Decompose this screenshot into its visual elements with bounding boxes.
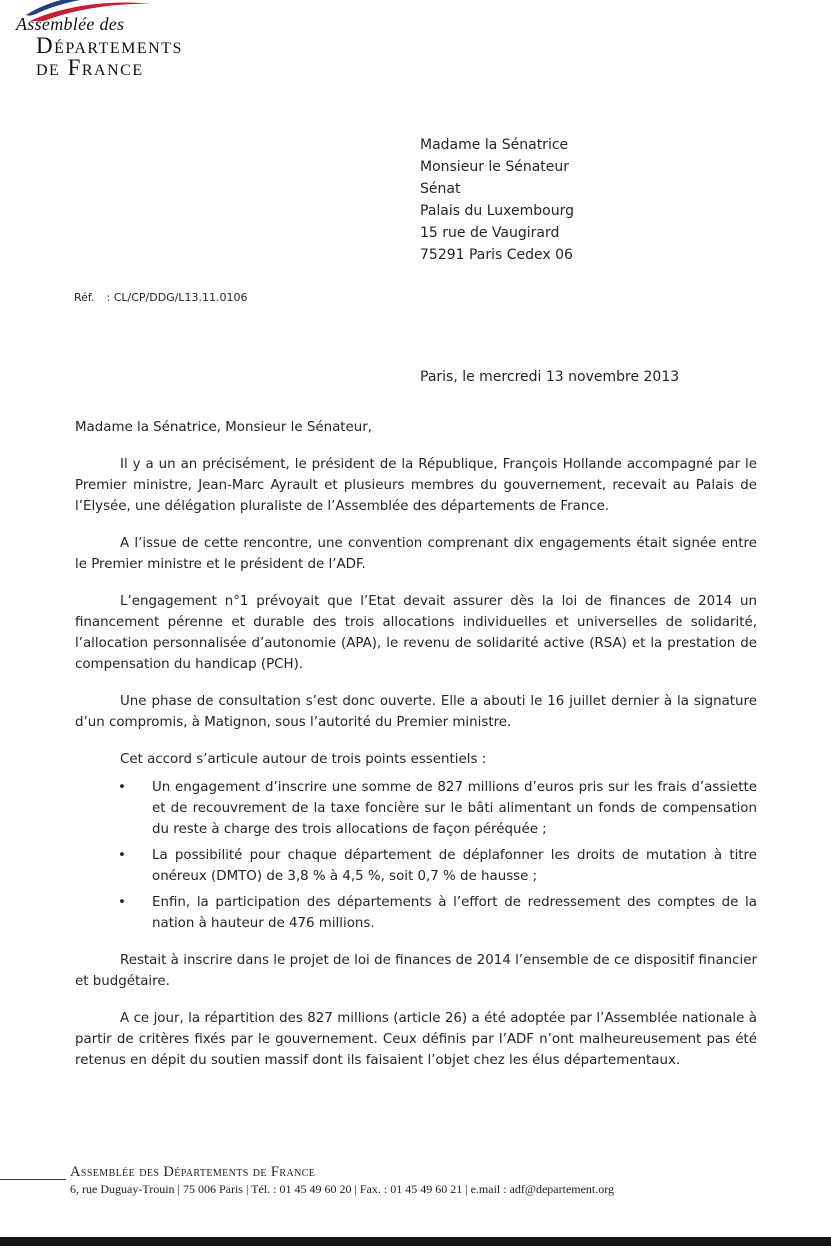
- footer-org-name: Assemblée des Départements de France: [70, 1164, 316, 1180]
- recipient-line-1: Madame la Sénatrice: [420, 137, 569, 153]
- recipient-block: [420, 134, 574, 266]
- logo-de-france: de France: [36, 55, 144, 80]
- letter-footer: [0, 1163, 831, 1197]
- recipient-line-4: Palais du Luxembourg: [420, 203, 574, 219]
- recipient-line-6: 75291 Paris Cedex 06: [420, 247, 573, 263]
- footer-address: 6, rue Duguay-Trouin | 75 006 Paris | Tél. : 01 45 49 60 20 | Fax. : 01 45 49 60 21 | e.mail : adf@departement.org: [70, 1182, 615, 1196]
- paragraph-6: Restait à inscrire dans le projet de loi de finances de 2014 l’ensemble de ce dispositif financier et budgétaire.: [75, 953, 757, 989]
- paragraph-5: Cet accord s’articule autour de trois points essentiels :: [120, 752, 487, 767]
- reference-line: [74, 291, 248, 304]
- bullet-item-3: • Enfin, la participation des départements à l’effort de redressement des comptes de la nation à hauteur de 476 millions.: [152, 892, 757, 934]
- footer-rule: [0, 1179, 66, 1180]
- paragraph-7: A ce jour, la répartition des 827 millions (article 26) a été adoptée par l’Assemblée nationale à partir de critères fixés par le gouvernement. Ceux définis par l’ADF n’ont malheureusement pas été retenus en dépit du soutien massif dont ils faisaient l’objet chez les élus départementaux.: [75, 1011, 757, 1068]
- salutation: Madame la Sénatrice, Monsieur le Sénateur,: [75, 420, 373, 435]
- paragraph-2: A l’issue de cette rencontre, une convention comprenant dix engagements était signée entre le Premier ministre et le président de l’ADF.: [75, 536, 757, 572]
- reference-label: Réf.: [74, 291, 95, 304]
- letter-body: [75, 417, 757, 1071]
- page-bottom-border: [0, 1237, 831, 1246]
- bullet-item-1: • Un engagement d’inscrire une somme de 827 millions d’euros pris sur les frais d’assiette et de recouvrement de la taxe foncière sur le bâti alimentant un fonds de compensation du reste à charge des trois allocations de façon péréquée ;: [152, 777, 757, 840]
- recipient-line-2: Monsieur le Sénateur: [420, 159, 570, 175]
- recipient-line-3: Sénat: [420, 181, 461, 197]
- paragraph-1: Il y a un an précisément, le président de la République, François Hollande accompagné par le Premier ministre, Jean-Marc Ayrault et plusieurs membres du gouvernement, recevait au Palais de l’Elysée, une délégation pluraliste de l’Assemblée des départements de France.: [75, 457, 757, 514]
- dateline: Paris, le mercredi 13 novembre 2013: [420, 369, 680, 385]
- paragraph-3: L’engagement n°1 prévoyait que l’Etat devait assurer dès la loi de finances de 2014 un financement pérenne et durable des trois allocations individuelles et universelles de solidarité, l’allocation personnalisée d’autonomie (APA), le revenu de solidarité active (RSA) et la prestation de compensation du handicap (PCH).: [75, 594, 757, 672]
- logo-departements: Départements: [36, 33, 183, 58]
- recipient-line-5: 15 rue de Vaugirard: [420, 225, 560, 241]
- logo-assemblee-des: Assemblée des: [16, 14, 125, 34]
- letterhead: [14, 0, 183, 79]
- paragraph-4: Une phase de consultation s’est donc ouverte. Elle a abouti le 16 juillet dernier à la signature d’un compromis, à Matignon, sous l’autorité du Premier ministre.: [75, 694, 757, 730]
- reference-value: : CL/CP/DDG/L13.11.0106: [106, 291, 248, 304]
- bullet-item-2: • La possibilité pour chaque département de déplafonner les droits de mutation à titre onéreux (DMTO) de 3,8 % à 4,5 %, soit 0,7 % de hausse ;: [152, 845, 757, 887]
- bullet-list: [75, 777, 757, 934]
